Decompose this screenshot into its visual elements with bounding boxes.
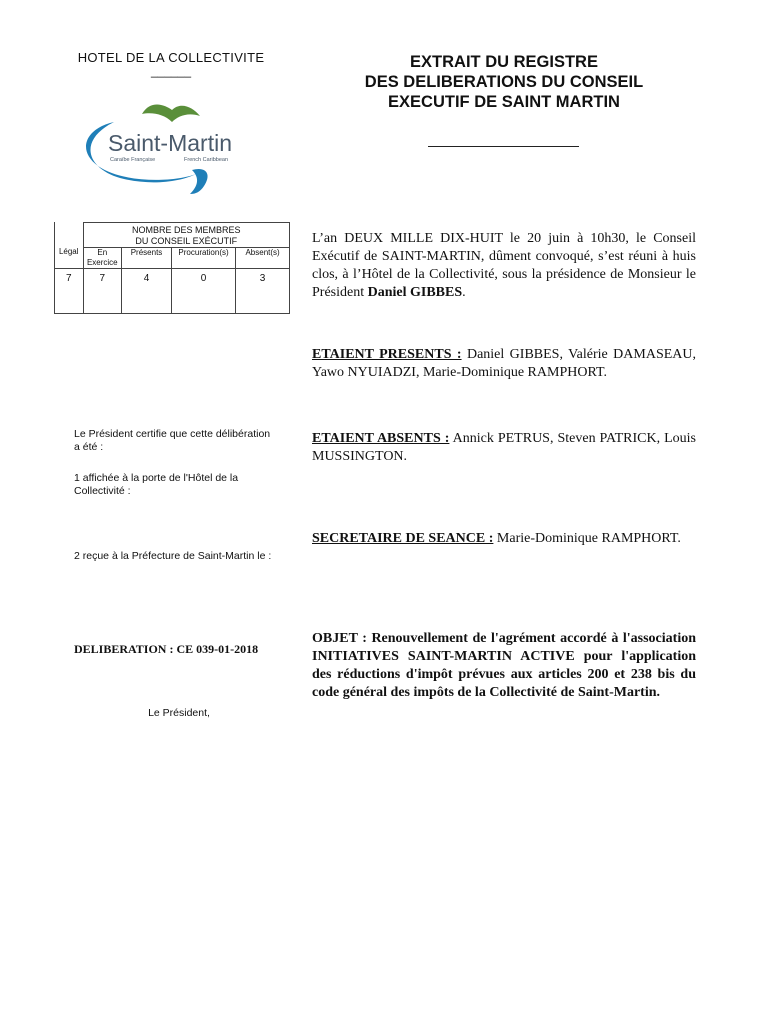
header-presents: Présents — [122, 248, 172, 269]
president-name: Daniel GIBBES — [367, 285, 463, 300]
value-en-exercice: 7 — [83, 269, 122, 314]
certification-text: Le Président certifie que cette délibération a été : — [74, 428, 271, 453]
logo-green-band — [142, 105, 200, 123]
value-procurations: 0 — [171, 269, 235, 314]
header-procurations: Procuration(s) — [171, 248, 235, 269]
deliberation-number: DELIBERATION : CE 039-01-2018 — [74, 642, 259, 656]
title-rule — [428, 146, 579, 147]
header-absents: Absent(s) — [236, 248, 290, 269]
members-title-line-2: DU CONSEIL EXÉCUTIF — [135, 236, 238, 246]
value-presents: 4 — [122, 269, 172, 314]
logo-blue-tail — [190, 169, 208, 194]
value-absents: 3 — [236, 269, 290, 314]
value-legal: 7 — [55, 269, 84, 314]
members-table — [54, 222, 290, 314]
recue-text: 2 reçue à la Préfecture de Saint-Martin le : — [74, 550, 272, 562]
header-legal: Légal — [55, 223, 84, 269]
members-title-line-1: NOMBRE DES MEMBRES — [131, 225, 241, 235]
absents-label: ETAIENT ABSENTS : — [312, 431, 450, 446]
members-table-title — [83, 223, 290, 248]
intro-text: L’an DEUX MILLE DIX-HUIT le 20 juin à 10h30, le Conseil Exécutif de SAINT-MARTIN, dûment convoqué, s’est réuni à huis clos, à l’Hôtel de la Collectivité, sous la présidence de Monsieur le Président — [312, 231, 696, 300]
president-signature-label: Le Président, — [148, 707, 210, 719]
logo-caption-right: French Caribbean — [184, 157, 229, 163]
affichee-text: 1 affichée à la porte de l'Hôtel de la Collectivité : — [74, 472, 239, 497]
saint-martin-logo — [80, 100, 270, 195]
intro-end: . — [462, 285, 466, 300]
secretaire-label: SECRETAIRE DE SEANCE : — [312, 531, 494, 546]
presents-paragraph — [312, 346, 696, 382]
logo-name: Saint-Martin — [108, 130, 232, 156]
presents-label: ETAIENT PRESENTS : — [312, 347, 462, 362]
secretaire-name: Marie-Dominique RAMPHORT. — [493, 531, 681, 546]
presents-list: Daniel GIBBES, Valérie DAMASEAU, Yawo NYUIADZI, Marie-Dominique RAMPHORT. — [312, 347, 696, 380]
objet-paragraph: OBJET : Renouvellement de l'agrément accordé à l'association INITIATIVES SAINT-MARTIN ACTIVE pour l'application des réductions d'impôt prévues aux articles 200 et 238 bis du code général des impôts de la Collectivité de Saint-Martin. — [312, 631, 696, 700]
title-line-2: DES DELIBERATIONS DU CONSEIL — [364, 73, 644, 91]
hotel-title-underline: ______ — [150, 64, 192, 78]
secretaire-paragraph — [312, 530, 696, 548]
absents-list: Annick PETRUS, Steven PATRICK, Louis MUSSINGTON. — [312, 431, 696, 464]
title-line-1: EXTRAIT DU REGISTRE — [410, 53, 598, 71]
logo-caption-left: Caraïbe Française — [110, 157, 156, 163]
hotel-title: HOTEL DE LA COLLECTIVITE — [77, 50, 265, 65]
document-title — [330, 52, 678, 112]
title-line-3: EXECUTIF DE SAINT MARTIN — [388, 93, 620, 111]
intro-paragraph — [312, 230, 696, 302]
absents-paragraph — [312, 430, 696, 466]
header-en-exercice: En Exercice — [83, 248, 122, 269]
